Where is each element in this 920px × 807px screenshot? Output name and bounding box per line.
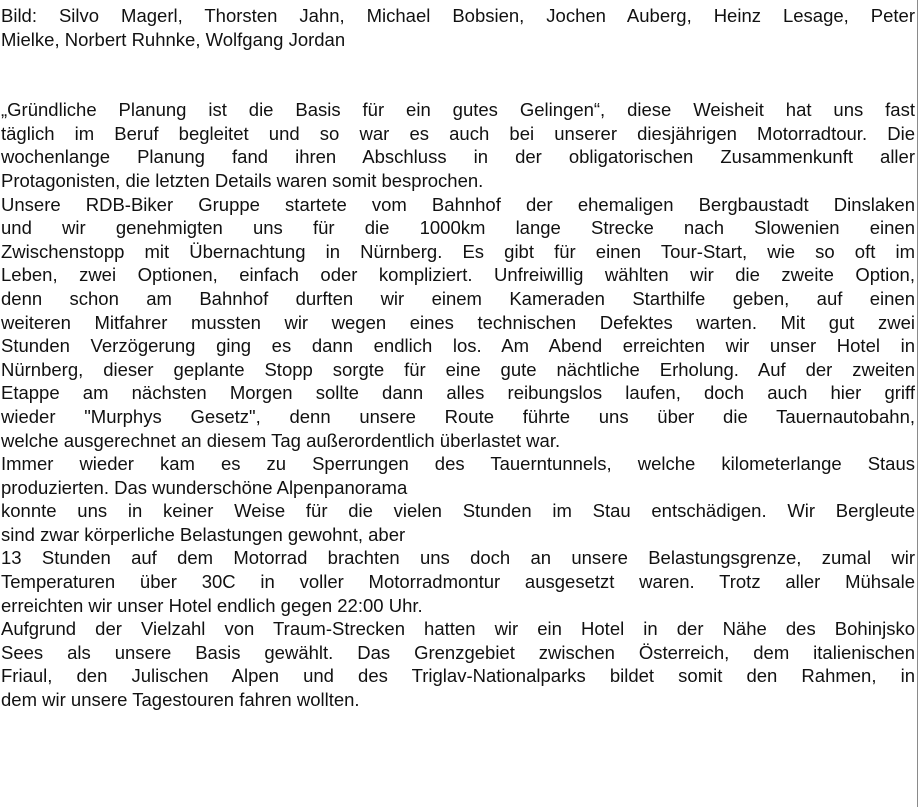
article-line: Nürnberg, dieser geplante Stopp sorgte für eine gute nächtliche Erholung. Auf der zweiten (1, 358, 915, 380)
article-line: weiteren Mitfahrer mussten wir wegen eines technischen Defektes warten. Mit gut zwei (1, 311, 915, 333)
article-line: Leben, zwei Optionen, einfach oder kompliziert. Unfreiwillig wählten wir die zweite Option, (1, 264, 915, 286)
article-line: erreichten wir unser Hotel endlich gegen 22:00 Uhr. (1, 594, 423, 616)
text-column (1, 4, 915, 712)
article-line: „Gründliche Planung ist die Basis für ein gutes Gelingen“, diese Weisheit hat uns fast (1, 99, 915, 121)
article-line: denn schon am Bahnhof durften wir einem Kameraden Starthilfe geben, auf einen (1, 287, 915, 309)
article-line: Unsere RDB-Biker Gruppe startete vom Bahnhof der ehemaligen Bergbaustadt Dinslaken (1, 193, 915, 215)
article-line: Protagonisten, die letzten Details waren somit besprochen. (1, 169, 484, 191)
caption-line: Mielke, Norbert Ruhnke, Wolfgang Jordan (1, 28, 346, 50)
article-line: Zwischenstopp mit Übernachtung in Nürnberg. Es gibt für einen Tour-Start, wie so oft im (1, 240, 915, 262)
article-line: sind zwar körperliche Belastungen gewohnt, aber (1, 523, 406, 545)
caption-line: Bild: Silvo Magerl, Thorsten Jahn, Michael Bobsien, Jochen Auberg, Heinz Lesage, Peter (1, 5, 915, 26)
article-line: dem wir unsere Tagestouren fahren wollten. (1, 689, 360, 711)
article-line: Immer wieder kam es zu Sperrungen des Tauerntunnels, welche kilometerlange Staus (1, 453, 915, 475)
article-line: Friaul, den Julischen Alpen und des Triglav-Nationalparks bildet somit den Rahmen, in (1, 665, 915, 687)
article-line: 13 Stunden auf dem Motorrad brachten uns doch an unsere Belastungsgrenze, zumal wir (1, 547, 915, 569)
page-edge-divider (917, 0, 918, 807)
article-line: Sees als unsere Basis gewählt. Das Grenzgebiet zwischen Österreich, dem italienischen (1, 641, 915, 663)
article-body (1, 98, 915, 711)
article-line: konnte uns in keiner Weise für die vielen Stunden im Stau entschädigen. Wir Bergleute (1, 500, 915, 522)
article-line: wochenlange Planung fand ihren Abschluss in der obligatorischen Zusammenkunft aller (1, 146, 915, 168)
article-line: Temperaturen über 30C in voller Motorradmontur ausgesetzt waren. Trotz aller Mühsale (1, 571, 915, 593)
article-line: wieder "Murphys Gesetz", denn unsere Route führte uns über die Tauernautobahn, (1, 405, 915, 427)
article-line: Etappe am nächsten Morgen sollte dann alles reibungslos laufen, doch auch hier griff (1, 382, 915, 404)
photo-caption (1, 4, 915, 51)
article-line: und wir genehmigten uns für die 1000km lange Strecke nach Slowenien einen (1, 217, 915, 239)
article-line: täglich im Beruf begleitet und so war es auch bei unserer diesjährigen Motorradtour. Die (1, 122, 915, 144)
article-line: welche ausgerechnet an diesem Tag außerordentlich überlastet war. (1, 429, 561, 451)
article-line: produzierten. Das wunderschöne Alpenpanorama (1, 476, 408, 498)
article-line: Aufgrund der Vielzahl von Traum-Strecken hatten wir ein Hotel in der Nähe des Bohinjsko (1, 618, 915, 640)
article-line: Stunden Verzögerung ging es dann endlich los. Am Abend erreichten wir unser Hotel in (1, 335, 915, 357)
